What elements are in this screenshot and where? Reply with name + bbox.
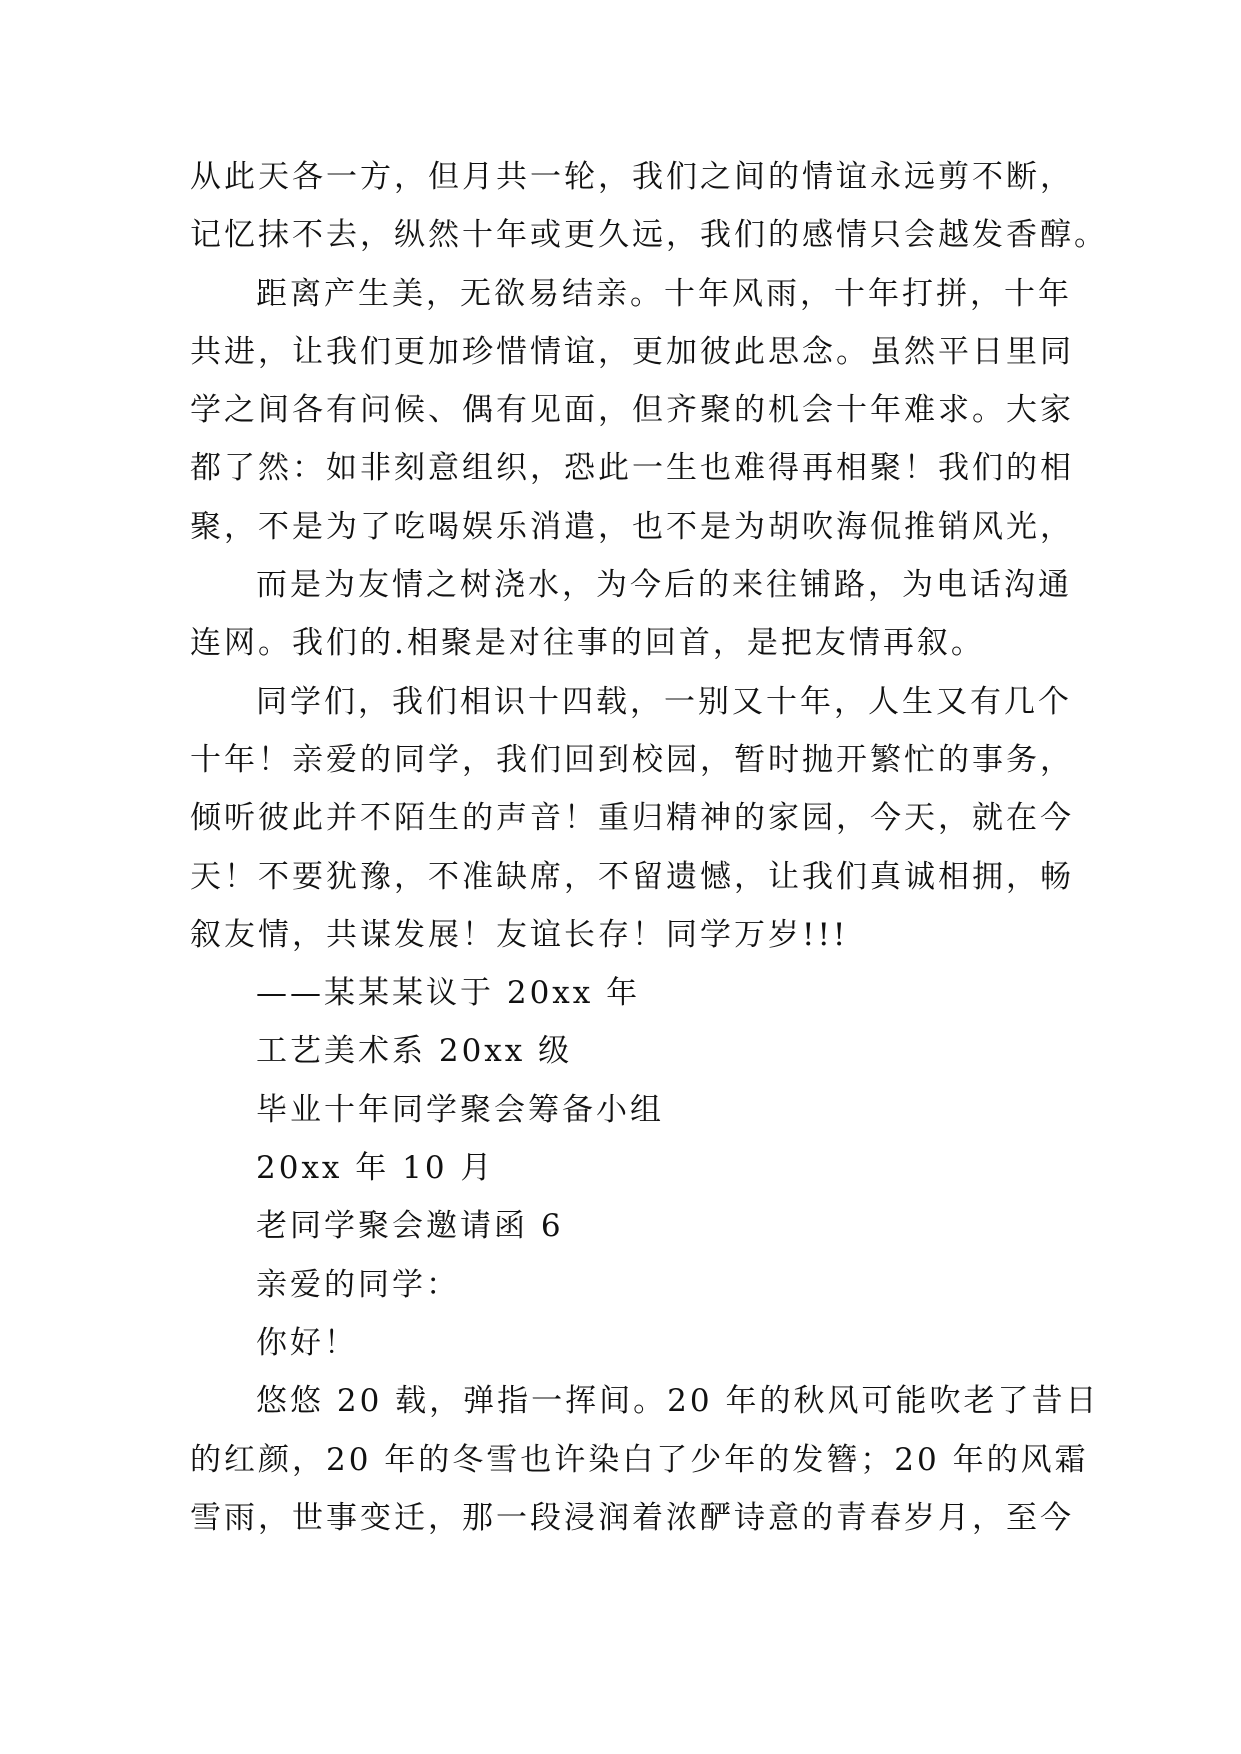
text-line: 叙友情，共谋发展！友谊长存！同学万岁!!! bbox=[190, 916, 849, 953]
paragraph-start-line: 同学们，我们相识十四载，一别又十年，人生又有几个 bbox=[256, 683, 1072, 720]
paragraph-start-line: 而是为友情之树浇水，为今后的来往铺路，为电话沟通 bbox=[256, 567, 1072, 604]
signature-department: 工艺美术系 20xx 级 bbox=[256, 1033, 573, 1070]
signature-line: ——某某某议于 20xx 年 bbox=[256, 975, 641, 1012]
text-line: 共进，让我们更加珍惜情谊，更加彼此思念。虽然平日里同 bbox=[190, 333, 1074, 370]
paragraph-start-line: 距离产生美，无欲易结亲。十年风雨，十年打拼，十年 bbox=[256, 275, 1072, 312]
text-line: 记忆抹不去，纵然十年或更久远，我们的感情只会越发香醇。 bbox=[190, 217, 1108, 254]
text-line: 都了然：如非刻意组织，恐此一生也难得再相聚！我们的相 bbox=[190, 450, 1074, 487]
text-line: 倾听彼此并不陌生的声音！重归精神的家园，今天，就在今 bbox=[190, 800, 1074, 837]
greeting: 你好！ bbox=[256, 1324, 358, 1361]
document-body bbox=[190, 157, 1108, 1556]
text-line: 学之间各有问候、偶有见面，但齐聚的机会十年难求。大家 bbox=[190, 392, 1074, 429]
section-heading: 老同学聚会邀请函 6 bbox=[256, 1208, 564, 1245]
signature-date: 20xx 年 10 月 bbox=[256, 1150, 495, 1187]
text-line: 的红颜，20 年的冬雪也许染白了少年的发簪；20 年的风霜 bbox=[190, 1441, 1089, 1478]
text-line: 雪雨，世事变迁，那一段浸润着浓酽诗意的青春岁月，至今 bbox=[190, 1499, 1074, 1536]
text-line: 连网。我们的.相聚是对往事的回首，是把友情再叙。 bbox=[190, 625, 985, 662]
signature-committee: 毕业十年同学聚会筹备小组 bbox=[256, 1091, 664, 1128]
paragraph-start-line: 悠悠 20 载，弹指一挥间。20 年的秋风可能吹老了昔日 bbox=[256, 1383, 1100, 1420]
salutation: 亲爱的同学： bbox=[256, 1266, 460, 1303]
text-line: 聚，不是为了吃喝娱乐消遣，也不是为胡吹海侃推销风光， bbox=[190, 508, 1074, 545]
text-line: 从此天各一方，但月共一轮，我们之间的情谊永远剪不断， bbox=[190, 159, 1074, 195]
text-line: 天！不要犹豫，不准缺席，不留遗憾，让我们真诚相拥，畅 bbox=[190, 858, 1074, 895]
text-line: 十年！亲爱的同学，我们回到校园，暂时抛开繁忙的事务， bbox=[190, 741, 1074, 778]
